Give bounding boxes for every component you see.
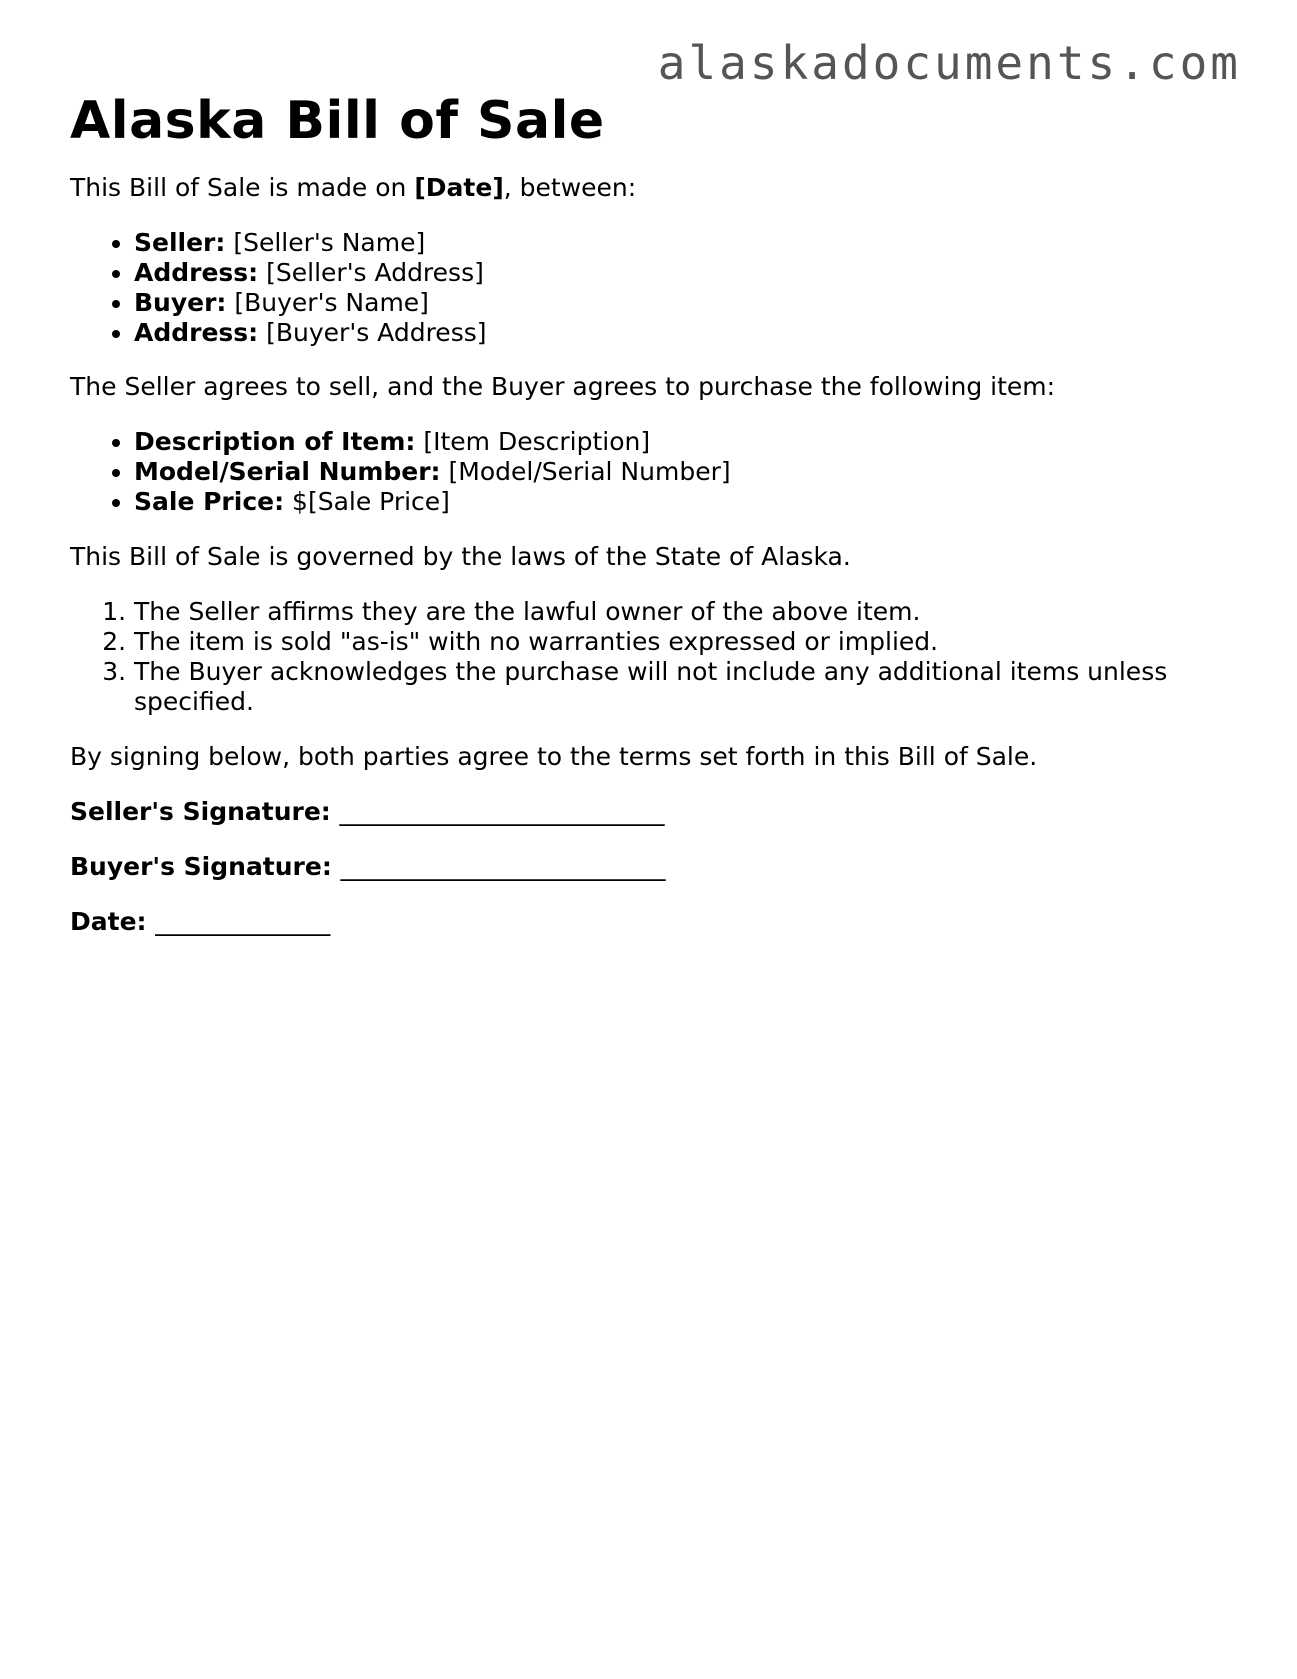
item-value: $[Sale Price] — [284, 487, 450, 516]
list-item — [134, 288, 1230, 318]
party-label: Buyer: — [134, 288, 227, 317]
party-label: Seller: — [134, 228, 226, 257]
buyer-signature-line — [70, 852, 1230, 882]
party-value: [Seller's Name] — [225, 228, 426, 257]
page-title: Alaska Bill of Sale — [70, 91, 605, 151]
item-label: Description of Item: — [134, 427, 416, 456]
list-item — [134, 228, 1230, 258]
intro-paragraph — [70, 173, 1230, 203]
signing-statement: By signing below, both parties agree to the terms set forth in this Bill of Sale. — [70, 742, 1038, 771]
party-label: Address: — [134, 318, 259, 347]
date-placeholder: [Date] — [414, 173, 504, 202]
buyer-signature-label: Buyer's Signature: — [70, 852, 341, 881]
agreement-paragraph: The Seller agrees to sell, and the Buyer agrees to purchase the following item: — [70, 372, 1056, 401]
item-value: [Item Description] — [415, 427, 651, 456]
party-value: [Buyer's Address] — [258, 318, 487, 347]
intro-prefix: This Bill of Sale is made on — [70, 173, 415, 202]
seller-signature-field[interactable]: __________________________ — [339, 797, 665, 826]
list-item — [134, 427, 1230, 457]
list-item — [134, 487, 1230, 517]
list-item — [134, 258, 1230, 288]
list-item: 2. The item is sold "as-is" with no warranties expressed or implied. — [134, 627, 1230, 657]
governing-law-paragraph: This Bill of Sale is governed by the laws of the State of Alaska. — [70, 542, 851, 571]
seller-signature-label: Seller's Signature: — [70, 797, 340, 826]
item-label: Sale Price: — [134, 487, 285, 516]
party-value: [Seller's Address] — [258, 258, 484, 287]
document-body — [70, 88, 1230, 937]
item-value: [Model/Serial Number] — [440, 457, 731, 486]
party-label: Address: — [134, 258, 259, 287]
item-label: Model/Serial Number: — [134, 457, 441, 486]
date-label: Date: — [70, 907, 156, 936]
list-item — [134, 457, 1230, 487]
party-value: [Buyer's Name] — [226, 288, 429, 317]
list-item: 1. The Seller affirms they are the lawful owner of the above item. — [134, 597, 1230, 627]
item-details-list — [70, 427, 1230, 517]
terms-list — [70, 597, 1230, 717]
seller-signature-line — [70, 797, 1230, 827]
list-item: 3. The Buyer acknowledges the purchase will not include any additional items unless specified. — [134, 657, 1230, 717]
parties-list — [70, 228, 1230, 348]
date-line — [70, 907, 1230, 937]
intro-suffix: , between: — [503, 173, 637, 202]
date-field[interactable]: ______________ — [155, 907, 331, 936]
watermark: alaskadocuments.com — [657, 36, 1241, 90]
list-item — [134, 318, 1230, 348]
buyer-signature-field[interactable]: __________________________ — [340, 852, 666, 881]
